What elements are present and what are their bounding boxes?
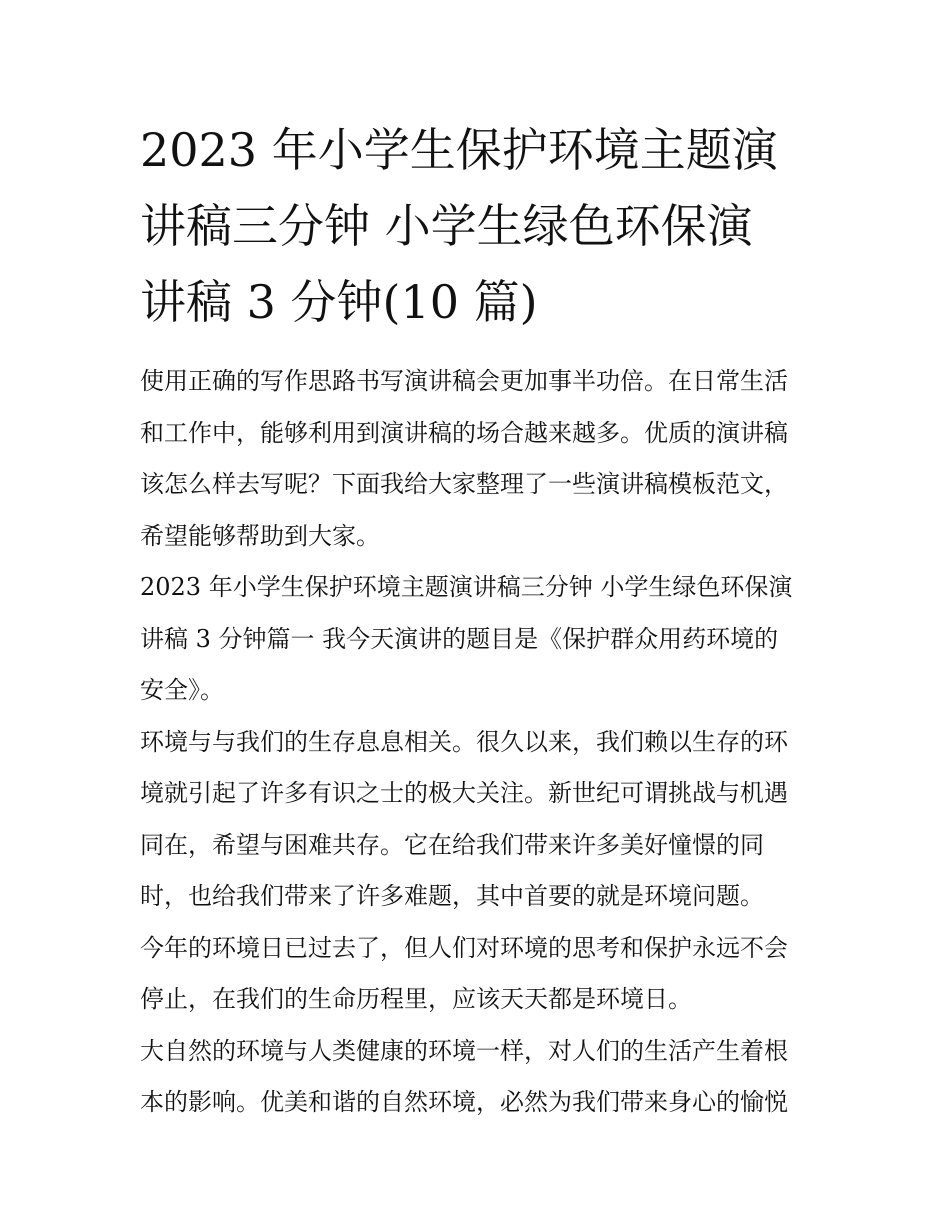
paragraph-intro: 使用正确的写作思路书写演讲稿会更加事半功倍。在日常生活 和工作中，能够利用到演讲稿的场合越来越多。优质的演讲稿 该怎么样去写呢？下面我给大家整理了一些演讲稿模板范文， 希望能够帮助到大家。: [140, 367, 788, 550]
paragraph-section-heading: 2023 年小学生保护环境主题演讲稿三分钟 小学生绿色环保演 讲稿 3 分钟篇一 我今天演讲的题目是《保护群众用药环境的 安全》。: [140, 573, 793, 704]
paragraph-environment-day: 今年的环境日已过去了，但人们对环境的思考和保护永远不会 停止，在我们的生命历程里，应该天天都是环境日。: [140, 933, 788, 1013]
document-body: [140, 356, 830, 1129]
paragraph-environment-survival: 环境与与我们的生存息息相关。很久以来，我们赖以生存的环 境就引起了许多有识之士的极大关注。新世纪可谓挑战与机遇 同在，希望与困难共存。它在给我们带来许多美好憧憬的同 时，也给我们带来了许多难题，其中首要的就是环境问题。: [140, 727, 788, 910]
document-title: 2023 年小学生保护环境主题演 讲稿三分钟 小学生绿色环保演 讲稿 3 分钟(10 篇): [140, 123, 778, 329]
paragraph-nature-health: 大自然的环境与人类健康的环境一样，对人们的生活产生着根 本的影响。优美和谐的自然环境，必然为我们带来身心的愉悦: [140, 1036, 788, 1116]
